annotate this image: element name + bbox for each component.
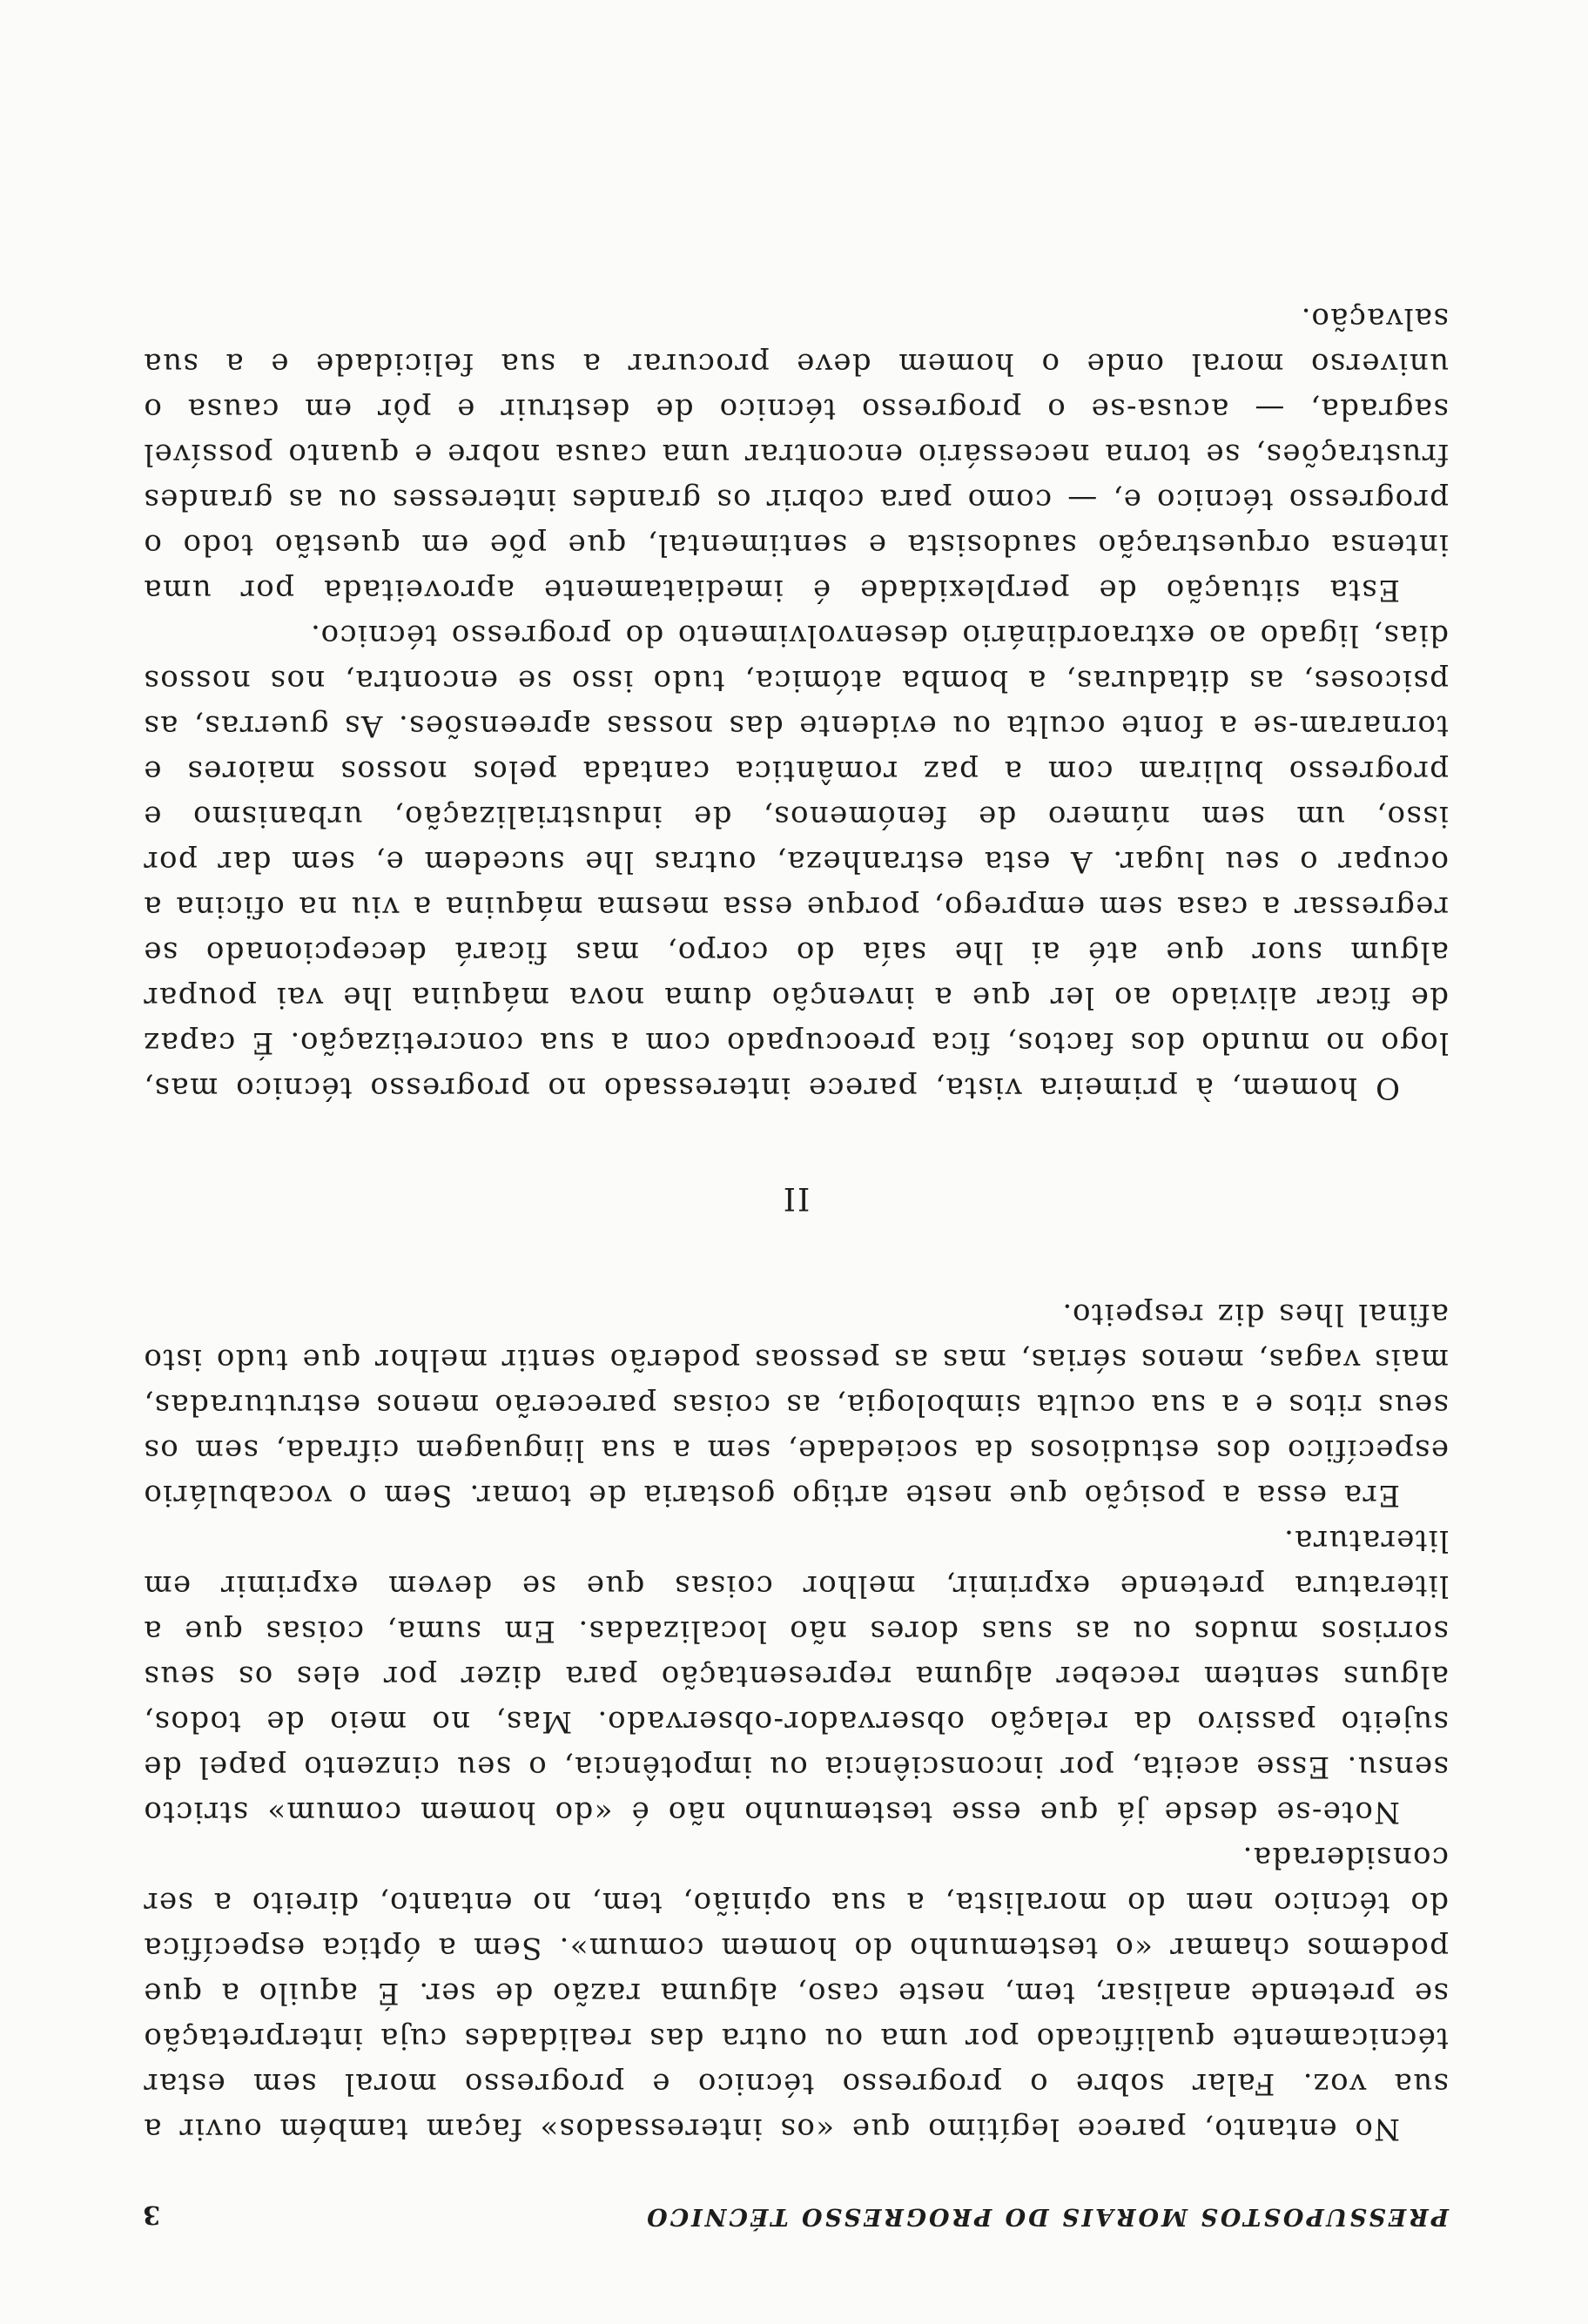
paragraph: Note-se desde já que esse testemunho não é «do homem comum» stricto sensu. Esse aceita, por inconsciência ou impotência, o seu cinzento papel de sujeito passivo da relação observador-observado. Mas, no meio de todos, alguns sentem receber alguma representação para dizer por eles os seus sorrisos mudos ou as suas dores não localizadas. Em suma, coisas que a literatura pretende exprimir, melhor coisas que se devem exprimir em literatura. [143, 1523, 1449, 1830]
page-number: 3 [143, 2200, 161, 2230]
paragraph: No entanto, parece legítimo que «os interessados» façam também ouvir a sua voz. Falar sobre o progresso técnico e progresso moral sem estar técnicamente qualificado por uma ou outra das realidades cuja interpretação se pretende analisar, tem, neste caso, alguma razão de ser. É aquilo a que podemos chamar «o testemunho do homem comum». Sem a óptica específica do técnico nem do moralista, a sua opinião, tem, no entanto, direito a ser considerada. [143, 1840, 1449, 2146]
body-text [143, 296, 1449, 2152]
running-title: PRESSUPOSTOS MORAIS DO PROGRESSO TÉCNICO [644, 2203, 1449, 2230]
paragraph: Era essa a posição que neste artigo gostaria de tomar. Sem o vocabulário específico dos estudiosos da sociedade, sem a sua linguagem cifrada, sem os seus ritos e a sua oculta simbologia, as coisas parecerão menos estruturadas, mais vagas, menos sérias, mas as pessoas poderão sentir melhor que tudo isto afinal lhes diz respeito. [143, 1297, 1449, 1513]
section-heading: II [781, 1180, 811, 1216]
page-header [143, 2195, 1449, 2230]
paragraph: O homem, à primeira vista, parece interessado no progresso técnico mas, logo no mundo dos factos, fica preocupado com a sua concretização. É capaz de ficar aliviado ao ler que a invenção duma nova máquina lhe vai poupar algum suor que até ai lhe saía do corpo, mas ficará decepcionado se regressar a casa sem emprego, porque essa mesma máquina a viu na oficina a ocupar o seu lugar. A esta estranheza, outras lhe sucedem e, sem dar por isso, um sem número de fenómenos, de industrialização, urbanismo e progresso buliram com a paz romântica cantada pelos nossos maiores e tornaram-se a fonte oculta ou evidente das nossas apreensões. As guerras, as psicoses, as ditaduras, a bomba atómica, tudo isso se encontra, nos nossos dias, ligado ao extraordinário desenvolvimento do progresso técnico. [143, 618, 1449, 1105]
paragraph: Esta situação de perplexidade é imediatamente aproveitada por uma intensa orquestração saudosista e sentimental, que põe em questão todo o progresso técnico e, — como para cobrir os grandes interesses ou as grandes frustrações, se torna necessário encontrar uma causa nobre e quanto possível sagrada, — acusa-se o progresso técnico de destruir e pôr em causa o universo moral onde o homem deve procurar a sua felicidade e a sua salvação. [143, 301, 1449, 608]
